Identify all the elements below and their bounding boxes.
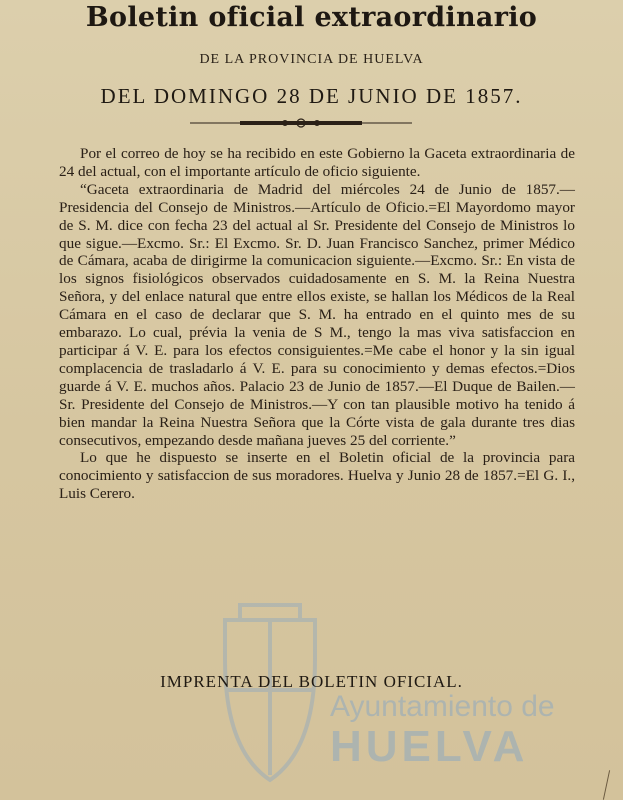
article-body <box>59 145 575 503</box>
province-subtitle: DE LA PROVINCIA DE HUELVA <box>199 52 424 67</box>
page-title: Boletin oficial extraordinario <box>85 2 538 33</box>
ornament-divider <box>190 118 412 128</box>
paragraph-intro: Por el correo de hoy se ha recibido en este Gobierno la Gaceta extraordinaria de 24 del actual, con el importante artículo de oficio siguiente. <box>59 145 575 180</box>
issue-date: DEL DOMINGO 28 DE JUNIO DE 1857. <box>100 84 523 108</box>
paragraph-gaceta: “Gaceta extraordinaria de Madrid del miércoles 24 de Junio de 1857.—Presidencia del Consejo de Ministros.—Artículo de Oficio.=El Mayordomo mayor de S. M. dice con fecha 23 del actual al Sr. Presidente del Consejo de Ministros lo que sigue.—Excmo. Sr.: El Excmo. Sr. D. Juan Francisco Sanchez, primer Médico de Cámara, acaba de dirigirme la comunicacion siguiente.—Excmo. Sr.: En vista de los signos fisiológicos observados cuidadosamente en S. M. la Reina Nuestra Señora, y del enlace natural que entre ellos existe, se hallan los Médicos de la Real Cámara en el caso de declarar que S. M. ha entrado en el quinto mes de su embarazo. Lo cual, prévia la venia de S M., tengo la mas viva satisfaccion en participar á V. E. para los efectos consiguientes.=Me cabe el honor y la sin igual complacencia de trasladarlo á V. E. para su conocimiento y demas efectos.=Dios guarde á V. E. muchos años. Palacio 23 de Junio de 1857.—El Duque de Bailen.—Sr. Presidente del Consejo de Ministros.—Y con tan plausible motivo ha tenido á bien mandar la Reina Nuestra Señora que la Córte vista de gala durante tres dias consecutivos, empezando desde mañana jueves 25 del corriente.” <box>59 180 575 449</box>
watermark-line1: Ayuntamiento de <box>330 690 555 723</box>
watermark-line2: HUELVA <box>330 722 529 771</box>
paper-crease <box>603 770 610 800</box>
paragraph-closing: Lo que he dispuesto se inserte en el Boletin oficial de la provincia para conocimiento y satisfaccion de sus moradores. Huelva y Junio 28 de 1857.=El G. I., Luis Cerero. <box>59 449 575 503</box>
imprint-footer: IMPRENTA DEL BOLETIN OFICIAL. <box>160 672 463 691</box>
